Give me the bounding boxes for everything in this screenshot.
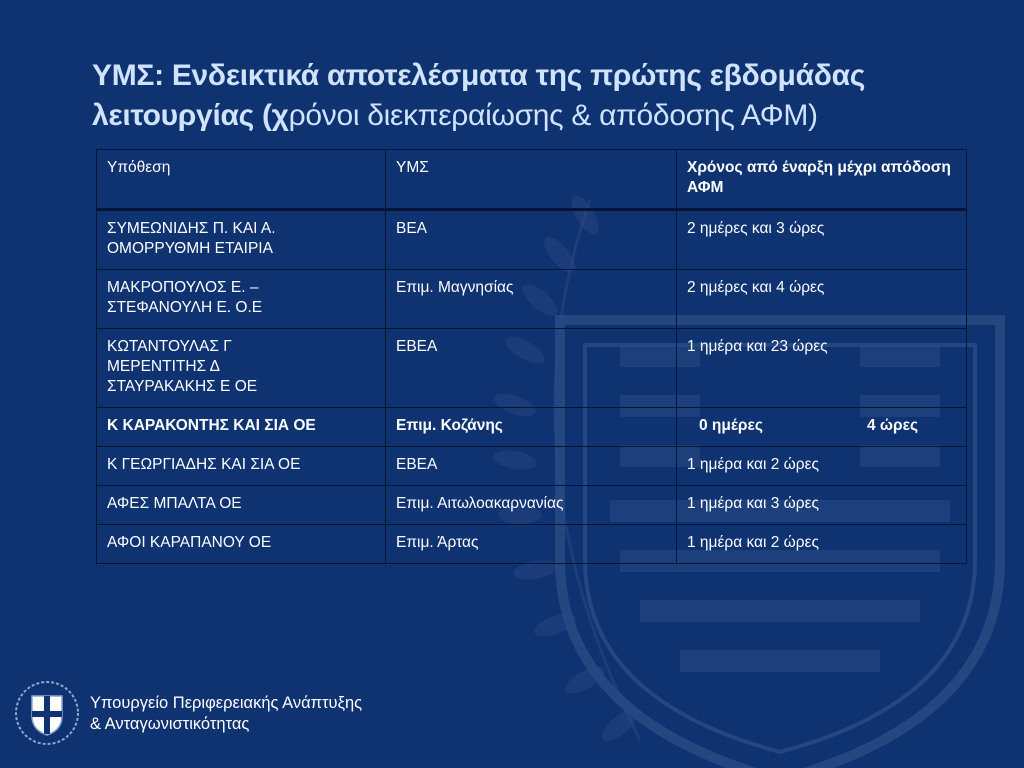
yms-cell: Επιμ. Αιτωλοακαρνανίας	[386, 486, 677, 525]
yms-cell: ΕΒΕΑ	[386, 329, 677, 408]
table-row	[97, 486, 967, 525]
case-line: ΚΩΤΑΝΤΟΥΛΑΣ Γ	[107, 338, 232, 355]
time-hours: 4 ώρες	[867, 417, 919, 434]
yms-cell: Επιμ. Κοζάνης	[386, 408, 677, 447]
case-line: ΜΑΚΡΟΠΟΥΛΟΣ Ε. –	[107, 279, 259, 296]
case-cell	[97, 486, 386, 525]
case-cell	[97, 525, 386, 564]
table-row	[97, 270, 967, 329]
greek-coat-of-arms-icon	[14, 680, 80, 746]
ministry-line-2: & Ανταγωνιστικότητας	[90, 715, 250, 733]
time-days: 0 ημέρες	[699, 417, 763, 434]
header-time: Χρόνος από έναρξη μέχρι απόδοση ΑΦΜ	[677, 150, 967, 210]
table-row	[97, 525, 967, 564]
yms-cell: Επιμ. Άρτας	[386, 525, 677, 564]
case-cell	[97, 408, 386, 447]
time-cell: 1 ημέρα και 2 ώρες	[677, 447, 967, 486]
case-line: Κ ΚΑΡΑΚΟΝΤΗΣ ΚΑΙ ΣΙΑ ΟΕ	[107, 417, 316, 434]
case-cell	[97, 270, 386, 329]
header-yms: ΥΜΣ	[386, 150, 677, 210]
results-table	[96, 149, 967, 564]
table-row	[97, 329, 967, 408]
header-case: Υπόθεση	[97, 150, 386, 210]
time-cell: 1 ημέρα και 23 ώρες	[677, 329, 967, 408]
title-bold-part: ΥΜΣ: Ενδεικτικά αποτελέσματα της πρώτης εβδομάδας λειτουργίας (χ	[92, 59, 866, 132]
case-line: ΑΦΟΙ ΚΑΡΑΠΑΝΟΥ ΟΕ	[107, 534, 272, 551]
case-cell	[97, 210, 386, 270]
time-cell: 2 ημέρες και 3 ώρες	[677, 210, 967, 270]
title-normal-part: ρόνοι διεκπεραίωσης & απόδοσης ΑΦΜ)	[288, 99, 818, 132]
ministry-line-1: Υπουργείο Περιφερειακής Ανάπτυξης	[90, 694, 363, 712]
time-cell: 1 ημέρα και 3 ώρες	[677, 486, 967, 525]
yms-cell: Επιμ. Μαγνησίας	[386, 270, 677, 329]
slide-title	[92, 56, 972, 136]
case-line: Κ ΓΕΩΡΓΙΑΔΗΣ ΚΑΙ ΣΙΑ ΟΕ	[107, 456, 301, 473]
case-line: ΟΜΟΡΡΥΘΜΗ ΕΤΑΙΡΙΑ	[107, 240, 273, 257]
case-line: ΣΤΑΥΡΑΚΑΚΗΣ Ε ΟΕ	[107, 378, 258, 395]
table-row	[97, 210, 967, 270]
case-line: ΑΦΕΣ ΜΠΑΛΤΑ ΟΕ	[107, 495, 242, 512]
case-cell	[97, 329, 386, 408]
case-cell	[97, 447, 386, 486]
ministry-footer	[14, 680, 454, 760]
time-cell: 2 ημέρες και 4 ώρες	[677, 270, 967, 329]
case-line: ΣΤΕΦΑΝΟΥΛΗ Ε. Ο.Ε	[107, 299, 263, 316]
table-row-highlighted	[97, 408, 967, 447]
yms-cell: ΕΒΕΑ	[386, 447, 677, 486]
time-cell	[677, 408, 967, 447]
time-cell: 1 ημέρα και 2 ώρες	[677, 525, 967, 564]
table-row	[97, 447, 967, 486]
case-line: ΣΥΜΕΩΝΙΔΗΣ Π. ΚΑΙ Α.	[107, 220, 276, 237]
yms-cell: ΒΕΑ	[386, 210, 677, 270]
table-header-row	[97, 150, 967, 210]
ministry-name	[90, 693, 362, 735]
case-line: ΜΕΡΕΝΤΙΤΗΣ Δ	[107, 358, 220, 375]
